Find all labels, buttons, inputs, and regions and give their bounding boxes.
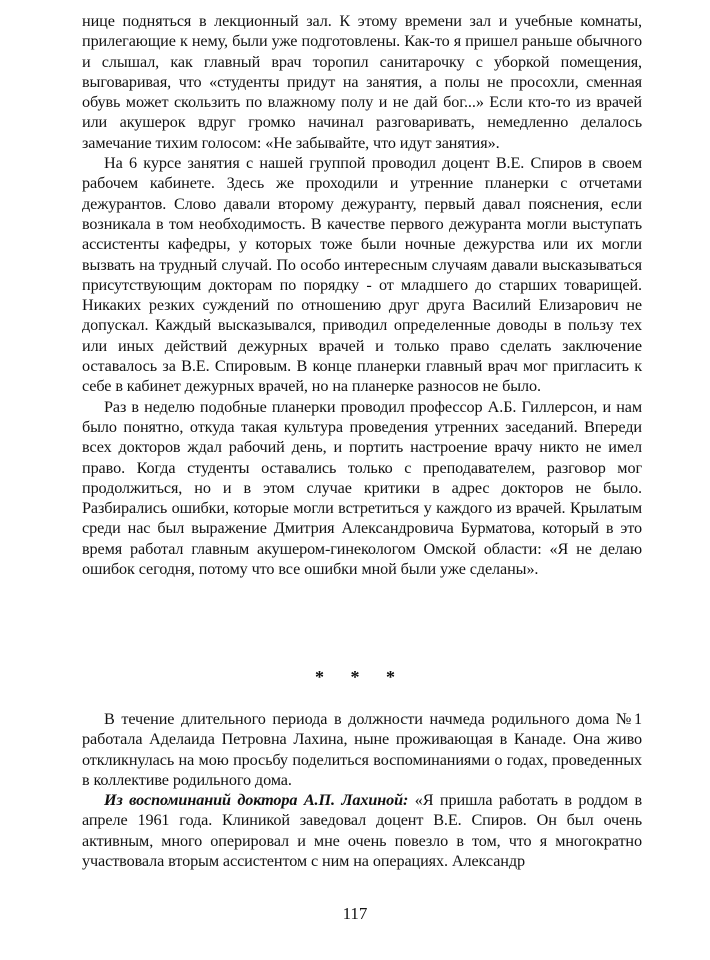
memoir-text: «Я пришла работать в роддом в апреле 1961 года. Клиникой заведовал доцент В.Е. Спиров. Он был очень активным, много оперировал и мне очень повезло в том, что я многократно участвовала вторым ассистентом с ним на операциях. Александр [82, 791, 642, 871]
paragraph-continuation: нице подняться в лекционный зал. К этому времени зал и учебные комнаты, прилегающие к нему, были уже подготовлены. Как-то я пришел раньше обычного и слышал, как главный врач торопил санитарочку с уборкой помещения, выговаривая, что «студенты придут на занятия, а полы не просохли, сменная обувь может скользить по влажному полу и не дай бог...» Если кто-то из врачей или акушерок вдруг громко начинал разговаривать, немедленно делалось замечание тихим голосом: «Не забывайте, что идут занятия». [82, 12, 642, 152]
section-separator: * * * [315, 667, 395, 687]
paragraph-lakhina-intro: В течение длительного периода в должности начмеда родильного дома №1 работала Аделаида Петровна Лахина, ныне проживающая в Канаде. Она живо откликнулась на мою просьбу поделиться воспоминаниями о годах, проведенных в коллективе родильного дома. [82, 710, 642, 789]
paragraph-spirov: На 6 курсе занятия с нашей группой проводил доцент В.Е. Спиров в своем рабочем кабинете. Здесь же проходили и утренние планерки с отчетами дежурантов. Слово давали второму дежуранту, первый давал пояснения, если возникала в том необходимость. В качестве первого дежуранта могли выступать ассистенты кафедры, у которых тоже были ночные дежурства или их могли вызвать на трудный случай. По особо интересным случаям давали высказываться присутствующим докторам по порядку - от младшего до старших товарищей. Никаких резких суждений по отношению друг друга Василий Елизарович не допускал. Каждый высказывался, приводил определенные доводы в пользу тех или иных действий дежурных врачей и только право сделать заключение оставалось за В.Е. Спировым. В конце планерки главный врач мог пригласить к себе в кабинет дежурных врачей, но на планерке разносов не было. [82, 154, 642, 396]
section-text [82, 709, 642, 871]
main-text [82, 11, 642, 579]
page-number: 117 [342, 904, 368, 923]
paragraph-gillerson: Раз в неделю подобные планерки проводил профессор А.Б. Гиллерсон, и нам было понятно, откуда такая культура проведения утренних заседаний. Впереди всех докторов ждал рабочий день, и портить настроение врачу никто не имел право. Когда студенты оставались только с преподавателем, разговор мог продолжиться, но и в этом случае критики в адрес докторов не было. Разбирались ошибки, которые могли встретиться у каждого из врачей. Крылатым среди нас был выражение Дмитрия Александровича Бурматова, который в это время работал главным акушером-гинекологом Омской области: «Я не делаю ошибок сегодня, потому что все ошибки мной были уже сделаны». [82, 397, 642, 579]
memoir-lead: Из воспоминаний доктора А.П. Лахиной: [104, 791, 409, 810]
paragraph-memoir [82, 790, 642, 871]
